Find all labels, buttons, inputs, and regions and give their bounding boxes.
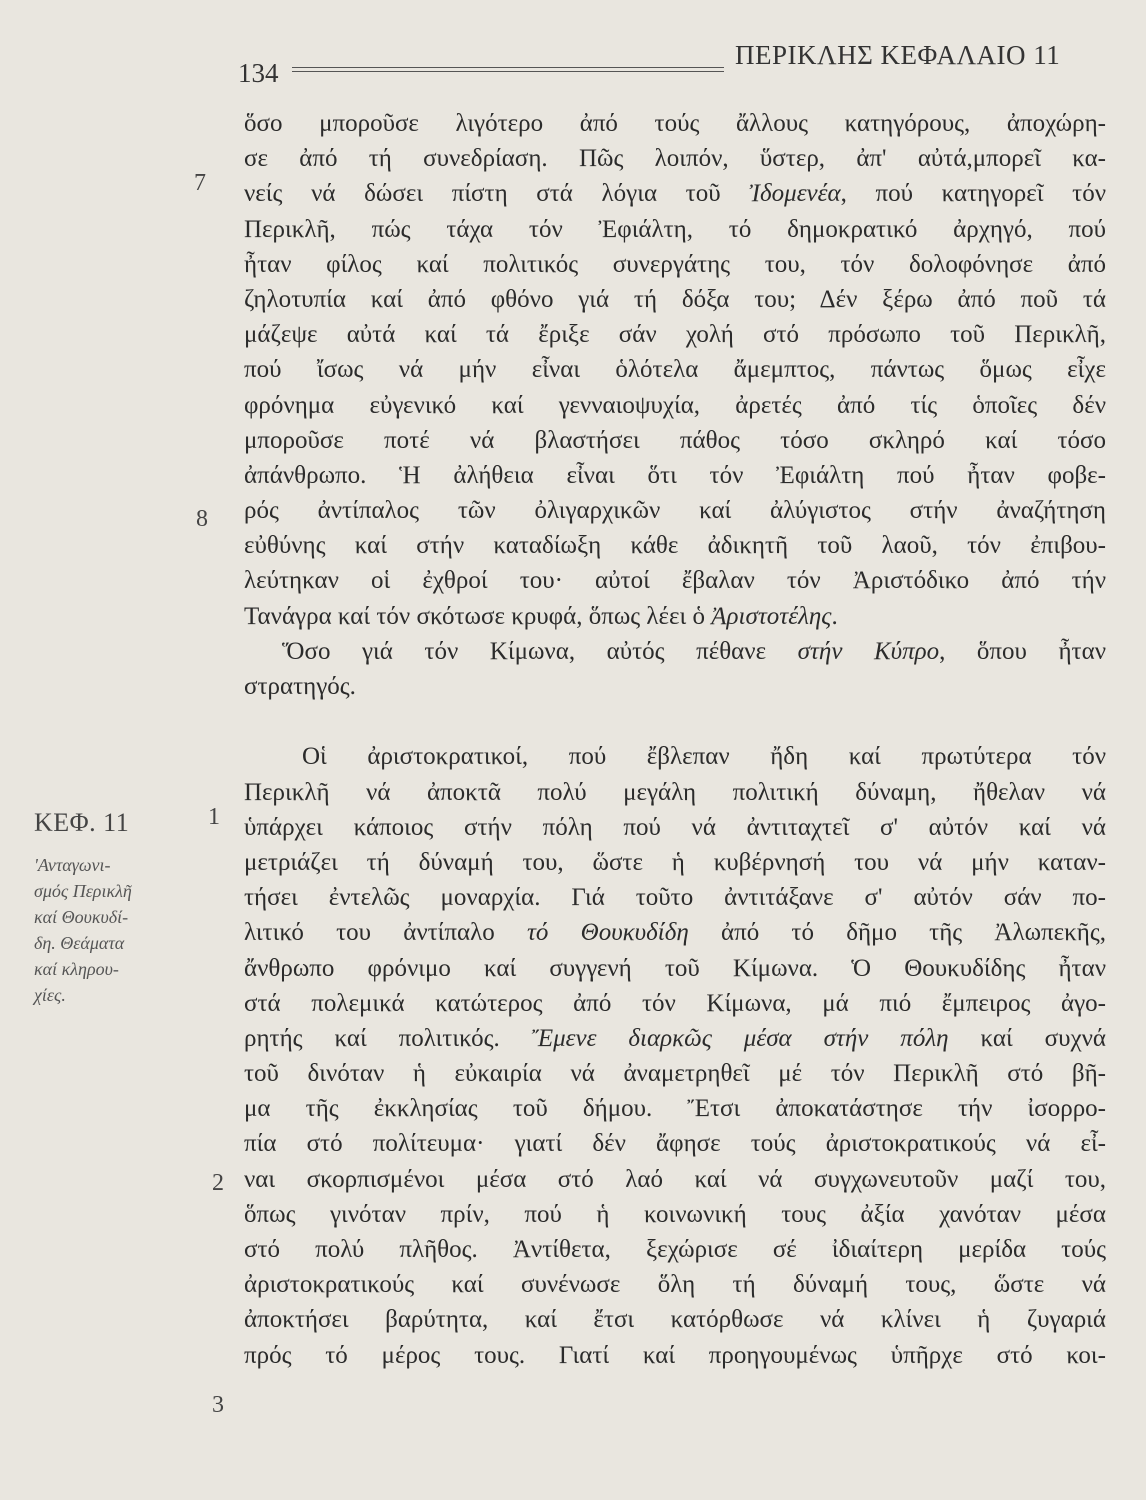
paragraph-number-3: 3 xyxy=(212,1392,224,1418)
side-note-line: δη. Θεάματα xyxy=(34,933,125,953)
text-segment: καί συχνά xyxy=(948,1024,1106,1052)
text-line: στό πολύ πλῆθος. Ἀντίθετα, ξεχώρισε σέ ἰδιαίτερη μερίδα τούς xyxy=(244,1236,1106,1263)
text-line: ὑπάρχει κάποιος στήν πόλη πού νά ἀντιταχτεῖ σ' αὐτόν καί νά xyxy=(244,813,1106,841)
text-line: πία στό πολίτευμα· γιατί δέν ἄφησε τούς ἀριστοκρατικούς νά εἶ- xyxy=(244,1130,1106,1158)
text-line: ὅσο μποροῦσε λιγότερο ἀπό τούς ἄλλους κατηγόρους, ἀποχώρη- xyxy=(244,110,1106,137)
text-line: σε ἀπό τή συνεδρίαση. Πῶς λοιπόν, ὕστερ, ἀπ' αὐτά,μπορεῖ κα- xyxy=(244,145,1106,173)
text-line xyxy=(244,1021,1106,1056)
text-line: τοῦ δινόταν ἡ εὐκαιρία νά ἀναμετρηθεῖ μέ τόν Περικλῆ στό βῆ- xyxy=(244,1060,1106,1088)
side-note-line: καί Θουκυδί- xyxy=(34,907,129,927)
text-segment: Ὅσο γιά τόν Κίμωνα, αὐτός πέθανε xyxy=(282,637,798,665)
text-line: ζηλοτυπία καί ἀπό φθόνο γιά τή δόξα του; Δέν ξέρω ἀπό ποῦ τά xyxy=(244,285,1106,313)
text-line: φρόνημα εὐγενικό καί γενναιοψυχία, ἀρετές ἀπό τίς ὁποῖες δέν xyxy=(244,391,1106,419)
text-line: ἀριστοκρατικούς καί συνένωσε ὅλη τή δύναμή τους, ὥστε νά xyxy=(244,1271,1106,1299)
paragraph-number-2: 2 xyxy=(212,1170,224,1196)
text-line: εὐθύνης καί στήν καταδίωξη κάθε ἀδικητῆ τοῦ λαοῦ, τόν ἐπιβου- xyxy=(244,532,1106,560)
text-line: Περικλῆ, πώς τάχα τόν Ἐφιάλτη, τό δημοκρατικό ἀρχηγό, πού xyxy=(244,215,1106,243)
text-line: στά πολεμικά κατώτερος ἀπό τόν Κίμωνα, μά πιό ἔμπειρος ἀγο- xyxy=(244,989,1106,1017)
text-line: στρατηγός. xyxy=(244,673,356,700)
reference-aristotle: Ἀριστοτέλης xyxy=(711,602,832,630)
running-head: ΠΕΡΙΚΛΗΣ ΚΕΦΑΛΑΙΟ 11 xyxy=(735,40,1061,70)
page-number: 134 xyxy=(238,58,279,88)
text-line xyxy=(244,915,1106,950)
text-line: Οἱ ἀριστοκρατικοί, πού ἔβλεπαν ἤδη καί πρωτύτερα τόν xyxy=(302,743,1106,771)
reference-thucydides: τό Θουκυδίδη xyxy=(526,919,689,947)
text-segment: λιτικό του ἀντίπαλο xyxy=(244,919,527,947)
reference-idomeneus: Ἰδομενέα xyxy=(749,180,841,208)
text-line: ὅπως γινόταν πρίν, πού ἡ κοινωνική τους ἀξία χανόταν μέσα xyxy=(244,1200,1106,1228)
text-line: ἦταν φίλος καί πολιτικός συνεργάτης του, τόν δολοφόνησε ἀπό xyxy=(244,250,1106,278)
text-line: μποροῦσε ποτέ νά βλαστήσει πάθος τόσο σκληρό καί τόσο xyxy=(244,426,1106,454)
side-note-line: καί κληρου- xyxy=(34,959,119,979)
text-line: μετριάζει τή δύναμή του, ὥστε ἡ κυβέρνησή του νά μήν καταν- xyxy=(244,848,1106,876)
side-note xyxy=(34,852,184,1008)
text-segment: ἀπό τό δῆμο τῆς Ἀλωπεκῆς, xyxy=(688,919,1106,947)
text-line: λεύτηκαν οἱ ἐχθροί του· αὐτοί ἔβαλαν τόν Ἀριστόδικο ἀπό τήν xyxy=(244,567,1106,595)
text-segment: , ὅπου ἦταν xyxy=(939,637,1106,665)
header-rule xyxy=(292,67,724,72)
text-segment: , πού κατηγορεῖ τόν xyxy=(840,180,1106,208)
text-line: ναι σκορπισμένοι μέσα στό λαό καί νά συγχωνευτοῦν μαζί του, xyxy=(244,1165,1106,1193)
text-segment: νείς νά δώσει πίστη στά λόγια τοῦ xyxy=(244,180,750,208)
text-segment: . xyxy=(831,602,838,630)
paragraph-number-1: 1 xyxy=(208,804,220,830)
text-line: πού ἴσως νά μήν εἶναι ὁλότελα ἄμεμπτος, πάντως ὅμως εἶχε xyxy=(244,356,1106,384)
body-text xyxy=(244,106,1106,1373)
text-line xyxy=(244,176,1106,211)
text-line: ἄνθρωπο φρόνιμο καί συγγενή τοῦ Κίμωνα. Ὁ Θουκυδίδης ἦταν xyxy=(244,954,1106,982)
text-line: ἀπάνθρωπο. Ἡ ἀλήθεια εἶναι ὅτι τόν Ἐφιάλτη πού ἦταν φοβε- xyxy=(244,461,1106,489)
paragraph-number-8: 8 xyxy=(196,506,208,532)
side-note-line: σμός Περικλῆ xyxy=(34,881,132,901)
text-line: τήσει ἐντελῶς μοναρχία. Γιά τοῦτο ἀντιτάξανε σ' αὐτόν σάν πο- xyxy=(244,884,1106,912)
text-segment: ρητής καί πολιτικός. xyxy=(244,1024,532,1052)
text-segment: Τανάγρα καί τόν σκότωσε κρυφά, ὅπως λέει ὁ xyxy=(244,602,712,630)
text-line xyxy=(244,599,1106,634)
side-note-line: 'Ανταγωνι- xyxy=(34,855,111,875)
emphasis-city: Ἔμενε διαρκῶς μέσα στήν πόλη xyxy=(531,1024,949,1052)
chapter-label: ΚΕΦ. 11 xyxy=(34,808,130,837)
reference-cyprus: στήν Κύπρο xyxy=(797,637,940,665)
paragraph-number-7: 7 xyxy=(194,170,206,196)
text-line: μάζεψε αὐτά καί τά ἔριξε σάν χολή στό πρόσωπο τοῦ Περικλῆ, xyxy=(244,321,1106,349)
text-line: ρός ἀντίπαλος τῶν ὀλιγαρχικῶν καί ἀλύγιστος στήν ἀναζήτηση xyxy=(244,497,1106,525)
text-line: πρός τό μέρος τους. Γιατί καί προηγουμένως ὑπῆρχε στό κοι- xyxy=(244,1341,1106,1369)
paragraph-gap xyxy=(244,704,1106,739)
side-note-line: χίες. xyxy=(34,985,66,1005)
text-line: ἀποκτήσει βαρύτητα, καί ἔτσι κατόρθωσε νά κλίνει ἡ ζυγαριά xyxy=(244,1306,1106,1334)
text-line: Περικλῆ νά ἀποκτᾶ πολύ μεγάλη πολιτική δύναμη, ἤθελαν νά xyxy=(244,778,1106,806)
text-line xyxy=(244,634,1106,669)
text-line: μα τῆς ἐκκλησίας τοῦ δήμου. Ἔτσι ἀποκατάστησε τήν ἰσορρο- xyxy=(244,1095,1106,1123)
